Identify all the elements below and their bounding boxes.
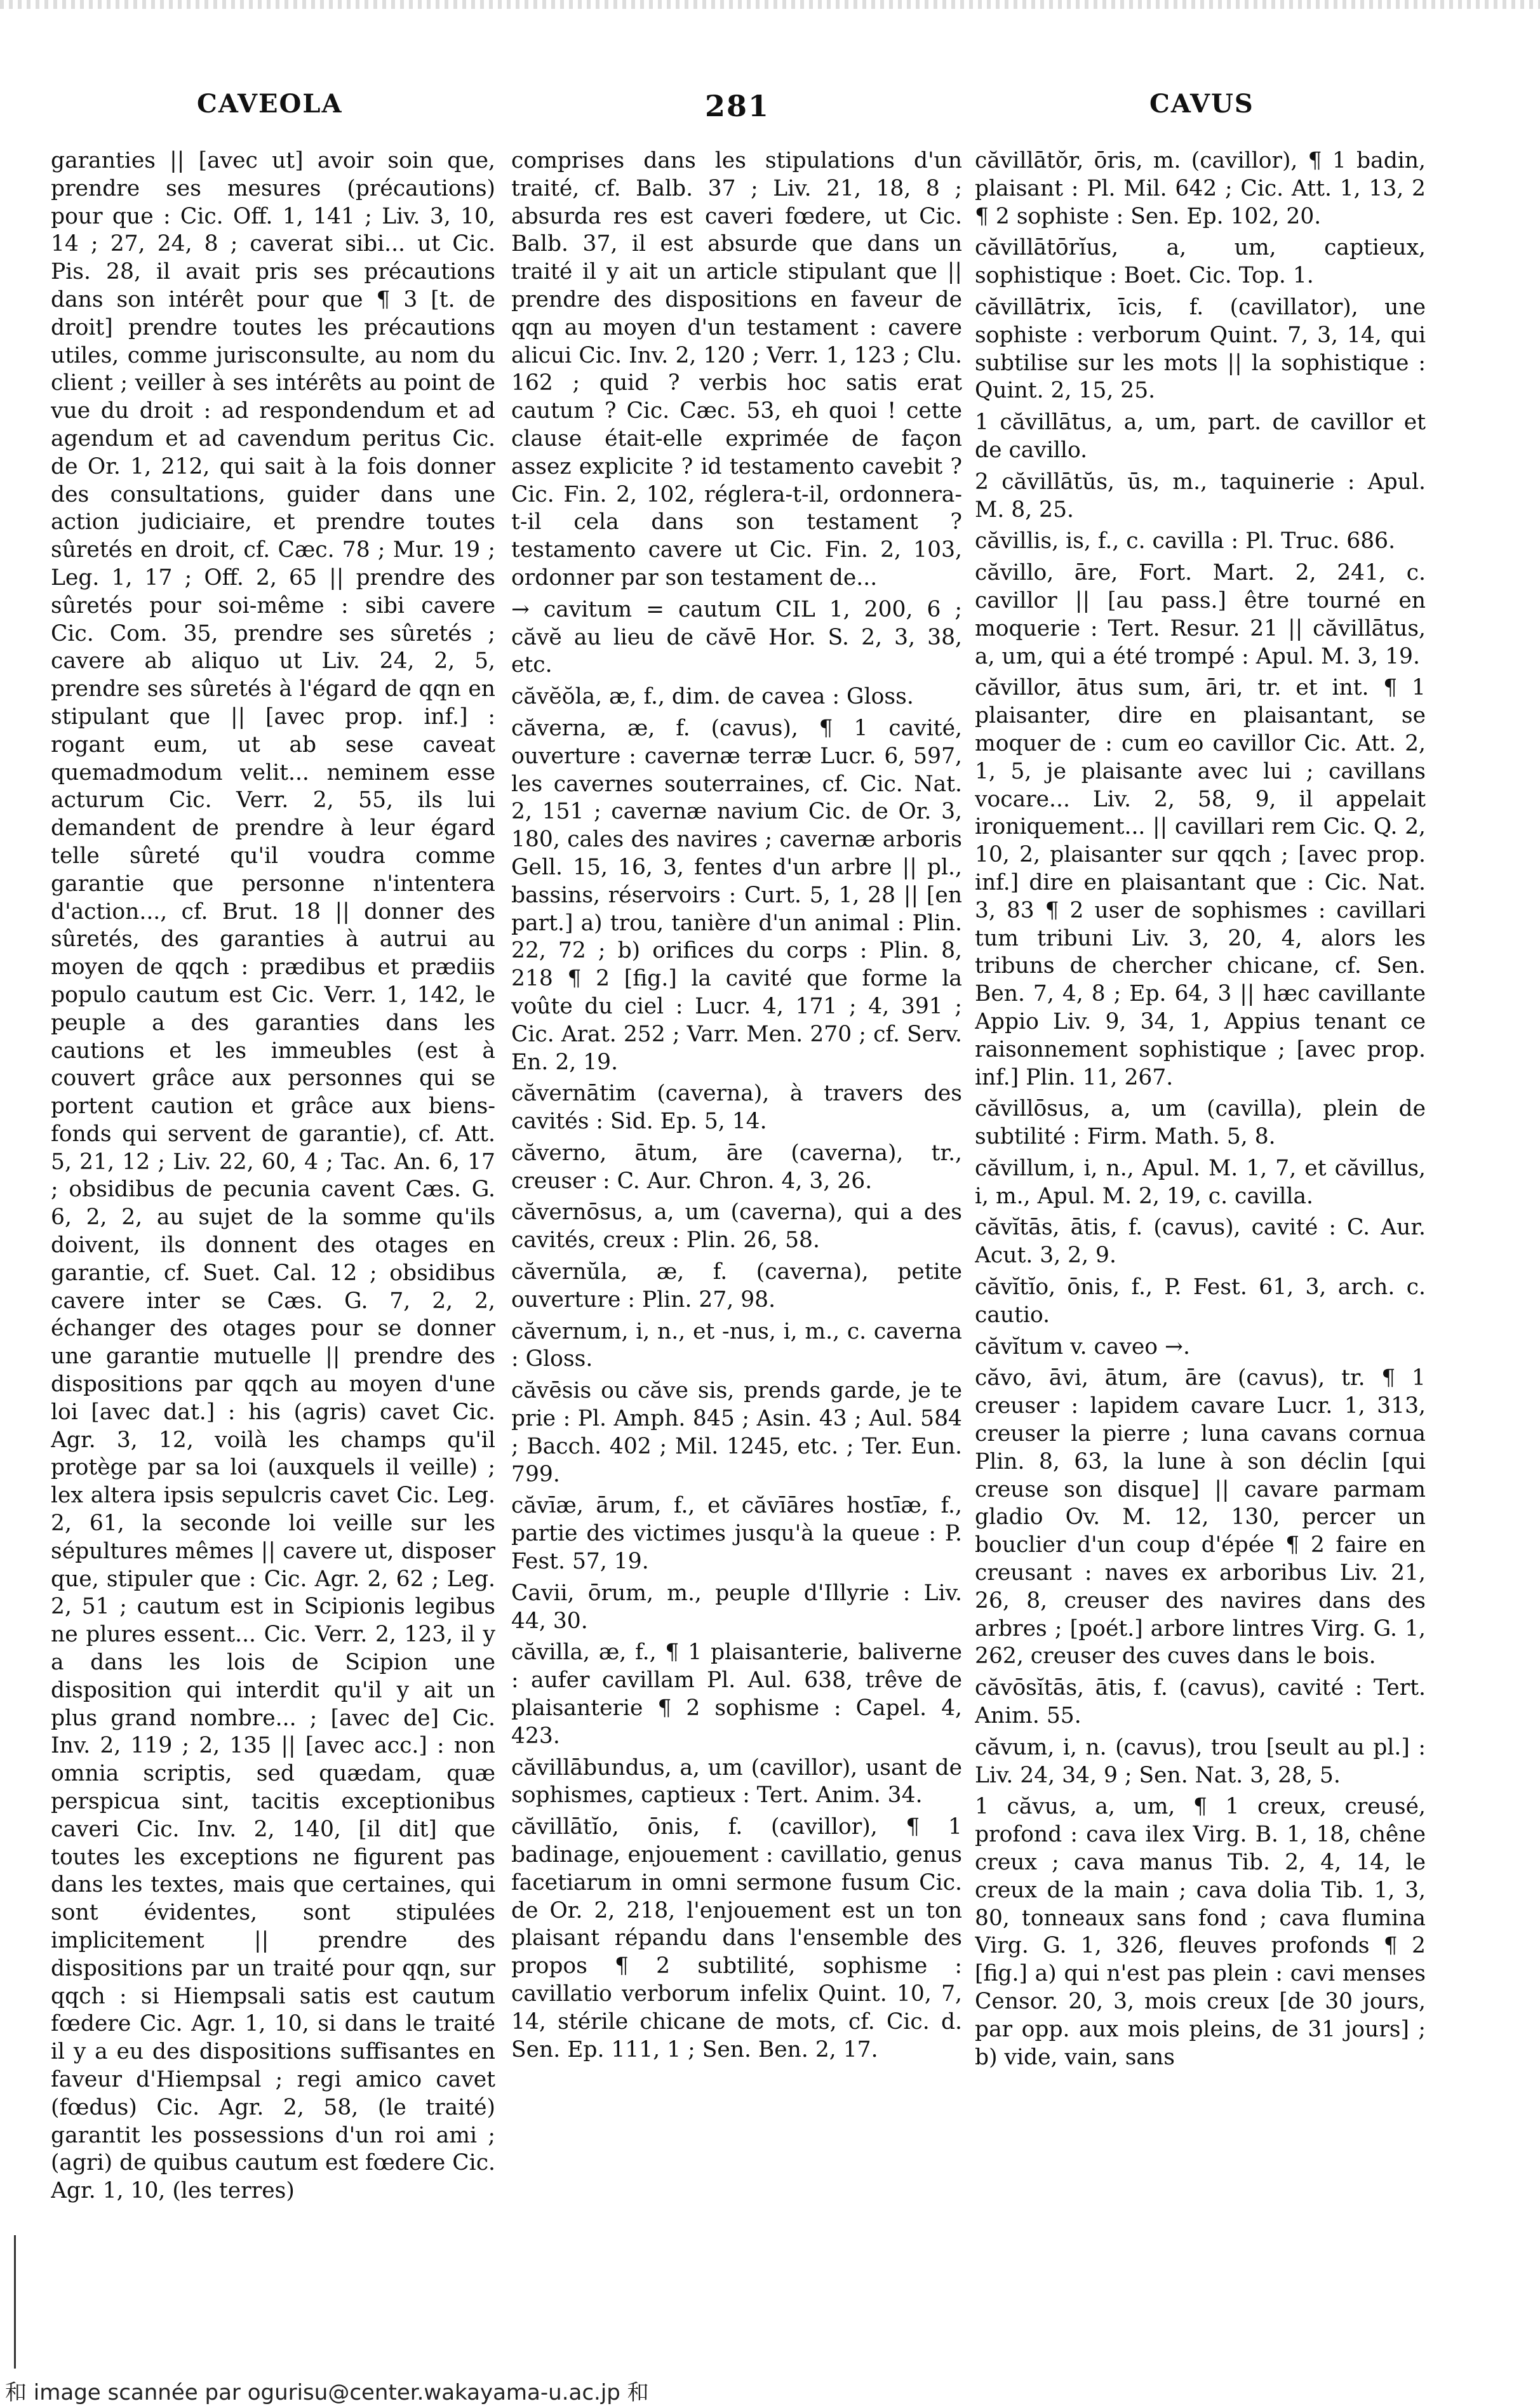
entry-text: căvillis, is, f., c. cavilla : Pl. Truc. 686. bbox=[975, 528, 1396, 554]
entry-text: căvillātōrĭus, a, um, captieux, sophistique : Boet. Cic. Top. 1. bbox=[975, 235, 1426, 289]
entry-text: garanties || [avec ut] avoir soin que, prendre ses mesures (précautions) pour que : Cic. Off. 1, 141 ; Liv. 3, 10, 14 ; 27, 24, 8 ; caverat sibi... ut Cic. Pis. 28, il avait pris ses précautions dans son intérêt pour que ¶ 3 [t. de droit] prendre toutes les précautions utiles, comme jurisconsulte, au nom du client ; veiller à ses intérêts au point de vue du droit : ad respondendum et ad agendum et ad cavendum peritus Cic. de Or. 1, 212, qui sait à la fois donner des consultations, guider dans une action judiciaire, et prendre toutes sûretés en droit, cf. Cæc. 78 ; Mur. 19 ; Leg. 1, 17 ; Off. 2, 65 || prendre des sûretés pour soi-même : sibi cavere Cic. Com. 35, prendre ses sûretés ; cavere ab aliquo ut Liv. 24, 2, 5, prendre ses sûretés à l'égard de qqn en stipulant que || [avec prop. inf.] : rogant eum, ut ab sese caveat quemadmodum velit... neminem esse acturum Cic. Verr. 2, 55, ils lui demandent de prendre à leur égard telle sûreté qu'il voudra comme garantie que personne n'intentera d'action..., cf. Brut. 18 || donner des sûretés, des garanties à autrui au moyen de qqch : prædibus et prædiis populo cautum est Cic. Verr. 1, 142, le peuple a des garanties dans les cautions et les immeubles (est à couvert grâce aux personnes qui se portent caution et grâce aux biens-fonds qui servent de garantie), cf. Att. 5, 21, 12 ; Liv. 22, 60, 4 ; Tac. An. 6, 17 ; obsidibus de pecunia cavent Cæs. G. 6, 2, 2, au sujet de la somme qu'ils doivent, ils donnent des otages en garantie, cf. Suet. Cal. 12 ; obsidibus cavere inter se Cæs. G. 7, 2, 2, échanger des otages pour se donner une garantie mutuelle || prendre des dispositions par qqch au moyen d'une loi [avec dat.] : his (agris) cavet Cic. Agr. 3, 12, voilà les champs qu'il protège par sa loi (auxquels il veille) ; lex altera ipsis sepulcris cavet Cic. Leg. 2, 61, la seconde loi veille sur les sépultures mêmes || cavere ut, disposer que, stipuler que : Cic. Agr. 2, 62 ; Leg. 2, 51 ; cautum est in Scipionis legibus ne plures essent... Cic. Verr. 2, 123, il y a dans les lois de Scipion une disposition qui interdit qu'il y ait un plus grand nombre... ; [avec de] Cic. Inv. 2, 119 ; 2, 135 || [avec acc.] : non omnia scriptis, sed quædam, quæ perspicua sint, tacitis exceptionibus caveri Cic. Inv. 2, 140, [il dit] que toutes les exceptions ne figurent pas dans les textes, mais que certaines, qui sont évidentes, sont stipulées implicitement || prendre des dispositions par un traité pour qqn, sur qqch : si Hiempsali satis est cautum fœdere Cic. Agr. 1, 10, si dans le traité il y a eu des dispositions suffisantes en faveur d'Hiempsal ; regi amico cavet (fœdus) Cic. Agr. 2, 58, (le traité) garantit les possessions d'un roi ami ; (agri) de quibus cautum est fœdere Cic. Agr. 1, 10, (les terres) bbox=[51, 148, 495, 2204]
entry-text: căvillātŏr, ōris, m. (cavillor), ¶ 1 badin, plaisant : Pl. Mil. 642 ; Cic. Att. 1, 13, 2 ¶ 2 sophiste : Sen. Ep. 102, 20. bbox=[975, 148, 1426, 229]
entry-text: căvĭtum v. caveo →. bbox=[975, 1333, 1190, 1360]
scan-credit: 和 image scannée par ogurisu@center.wakayama-u.ac.jp 和 bbox=[5, 2380, 649, 2405]
entry-text: căvillor, ātus sum, āri, tr. et int. ¶ 1 plaisanter, dire en plaisantant, se moquer de : cum eo cavillor Cic. Att. 2, 1, 5, je plaisante avec lui ; cavillans vocare... Liv. 2, 58, 9, il appelait ironiquement... || cavillari rem Cic. Q. 2, 10, 2, plaisanter sur qqch ; [avec prop. inf.] dire en plaisantant que : Cic. Nat. 3, 83 ¶ 2 user de sophismes : cavillari tum tribuni Liv. 3, 20, 4, alors les tribuns de chercher chicane, cf. Sen. Ben. 7, 4, 8 ; Ep. 64, 3 || hæc cavillante Appio Liv. 9, 34, 1, Appius tenant ce raisonnement sophistique ; [avec prop. inf.] Plin. 11, 267. bbox=[975, 675, 1426, 1090]
entry-text: căvillābundus, a, um (cavillor), usant de sophismes, captieux : Tert. Anim. 34. bbox=[511, 1754, 962, 1808]
entry-text: căvo, āvi, ātum, āre (cavus), tr. ¶ 1 creuser : lapidem cavare Lucr. 1, 313, creuser la pierre ; luna cavans cornua Plin. 8, 63, la lune à son déclin [qui creuse son disque] || cavare parmam gladio Ov. M. 12, 130, percer un bouclier d'un coup d'épée ¶ 2 faire en creusant : naves ex arboribus Liv. 21, 26, 8, creuser des navires dans des arbres ; [poét.] arbore lintres Virg. G. 1, 262, creuser des cuves dans le bois. bbox=[975, 1365, 1426, 1669]
entry-text: căvillōsus, a, um (cavilla), plein de subtilité : Firm. Math. 5, 8. bbox=[975, 1096, 1426, 1150]
column-3 bbox=[975, 147, 1426, 2357]
scan-margin-line bbox=[14, 2235, 16, 2369]
entry-text: căvillātĭo, ōnis, f. (cavillor), ¶ 1 badinage, enjouement : cavillatio, genus facetiarum in omni sermone fusum Cic. de Or. 2, 218, l'enjouement est un ton plaisant répandu dans l'ensemble des propos ¶ 2 subtilité, sophisme : cavillatio verborum infelix Quint. 10, 7, 14, stérile chicane de mots, cf. Cic. d. Sen. Ep. 111, 1 ; Sen. Ben. 2, 17. bbox=[511, 1814, 962, 2062]
column-2 bbox=[511, 147, 962, 2357]
entry-text: căvĭtĭo, ōnis, f., P. Fest. 61, 3, arch. c. cautio. bbox=[975, 1274, 1426, 1328]
entry-text: → cavitum = cautum CIL 1, 200, 6 ; căvĕ au lieu de căvē Hor. S. 2, 3, 38, etc. bbox=[511, 596, 962, 678]
column-1 bbox=[51, 147, 495, 2357]
entry-text: căvum, i, n. (cavus), trou [seult au pl.] : Liv. 24, 34, 9 ; Sen. Nat. 3, 28, 5. bbox=[975, 1734, 1426, 1788]
entry-text: căverna, æ, f. (cavus), ¶ 1 cavité, ouverture : cavernæ terræ Lucr. 6, 597, les cavernes souterraines, cf. Cic. Nat. 2, 151 ; cavernæ navium Cic. de Or. 3, 180, cales des navires ; cavernæ arboris Gell. 15, 16, 3, fentes d'un arbre || pl., bassins, réservoirs : Curt. 5, 1, 28 || [en part.] a) trou, tanière d'un animal : Plin. 22, 72 ; b) orifices du corps : Plin. 8, 218 ¶ 2 [fig.] la cavité que forme la voûte du ciel : Lucr. 4, 171 ; 4, 391 ; Cic. Arat. 252 ; Varr. Men. 270 ; cf. Serv. En. 2, 19. bbox=[511, 715, 962, 1075]
entry-text: comprises dans les stipulations d'un traité, cf. Balb. 37 ; Liv. 21, 18, 8 ; absurda res est caveri fœdere, ut Cic. Balb. 37, il est absurde que dans un traité il y ait un article stipulant que || prendre des dispositions en faveur de qqn au moyen d'un testament : cavere alicui Cic. Inv. 2, 120 ; Verr. 1, 123 ; Clu. 162 ; quid ? verbis hoc satis erat cautum ? Cic. Cæc. 53, eh quoi ! cette clause était-elle exprimée de façon assez explicite ? id testamento cavebit ? Cic. Fin. 2, 102, réglera-t-il, ordonnera-t-il cela dans son testament ? testamento cavere ut Cic. Fin. 2, 103, ordonner par son testament de... bbox=[511, 148, 962, 591]
scan-top-edge bbox=[0, 0, 1540, 9]
entry-text: căvilla, æ, f., ¶ 1 plaisanterie, baliverne : aufer cavillam Pl. Aul. 638, trêve de plaisanterie ¶ 2 sophisme : Capel. 4, 423. bbox=[511, 1640, 962, 1749]
page-number: 281 bbox=[705, 89, 770, 123]
entry-text: căvōsĭtās, ātis, f. (cavus), cavité : Tert. Anim. 55. bbox=[975, 1675, 1426, 1729]
entry-text: căvernŭla, æ, f. (caverna), petite ouverture : Plin. 27, 98. bbox=[511, 1259, 962, 1313]
entry-text: 2 căvillātŭs, ūs, m., taquinerie : Apul. M. 8, 25. bbox=[975, 469, 1426, 523]
entry-text: căvĕŏla, æ, f., dim. de cavea : Gloss. bbox=[511, 684, 914, 710]
running-head-left: CAVEOLA bbox=[197, 89, 343, 119]
entry-text: căvĭtās, ātis, f. (cavus), cavité : C. Aur. Acut. 3, 2, 9. bbox=[975, 1215, 1426, 1269]
entry-text: Cavii, ōrum, m., peuple d'Illyrie : Liv. 44, 30. bbox=[511, 1580, 962, 1634]
entry-text: căvernum, i, n., et -nus, i, m., c. caverna : Gloss. bbox=[511, 1318, 962, 1372]
entry-text: căverno, ātum, āre (caverna), tr., creuser : C. Aur. Chron. 4, 3, 26. bbox=[511, 1140, 962, 1194]
entry-text: căvernātim (caverna), à travers des cavités : Sid. Ep. 5, 14. bbox=[511, 1081, 962, 1135]
entry-text: căvillum, i, n., Apul. M. 1, 7, et căvillus, i, m., Apul. M. 2, 19, c. cavilla. bbox=[975, 1155, 1426, 1209]
running-head-right: CAVUS bbox=[1149, 89, 1254, 119]
entry-text: căvīæ, ārum, f., et căvīāres hostīæ, f., partie des victimes jusqu'à la queue : P. Fest. 57, 19. bbox=[511, 1493, 962, 1575]
entry-text: 1 căvillātus, a, um, part. de cavillor et de cavillo. bbox=[975, 410, 1426, 463]
entry-text: căvillo, āre, Fort. Mart. 2, 241, c. cavillor || [au pass.] être tourné en moquerie : Tert. Resur. 21 || căvillātus, a, um, qui a été trompé : Apul. M. 3, 19. bbox=[975, 560, 1426, 669]
entry-text: căvernōsus, a, um (caverna), qui a des cavités, creux : Plin. 26, 58. bbox=[511, 1200, 962, 1253]
entry-text: căvillātrix, īcis, f. (cavillator), une sophiste : verborum Quint. 7, 3, 14, qui subtilise sur les mots || la sophistique : Quint. 2, 15, 25. bbox=[975, 294, 1426, 404]
entry-text: căvēsis ou căve sis, prends garde, je te prie : Pl. Amph. 845 ; Asin. 43 ; Aul. 584 ; Bacch. 402 ; Mil. 1245, etc. ; Ter. Eun. 799. bbox=[511, 1378, 962, 1487]
entry-text: 1 căvus, a, um, ¶ 1 creux, creusé, profond : cava ilex Virg. B. 1, 18, chêne creux ; cava manus Tib. 2, 4, 14, le creux de la main ; cava dolia Tib. 1, 3, 80, tonneaux sans fond ; cava flumina Virg. G. 1, 326, fleuves profonds ¶ 2 [fig.] a) qui n'est pas plein : cavi menses Censor. 20, 3, mois creux [de 30 jours, par opp. aux mois pleins, de 31 jours] ; b) vide, vain, sans bbox=[975, 1794, 1426, 2070]
